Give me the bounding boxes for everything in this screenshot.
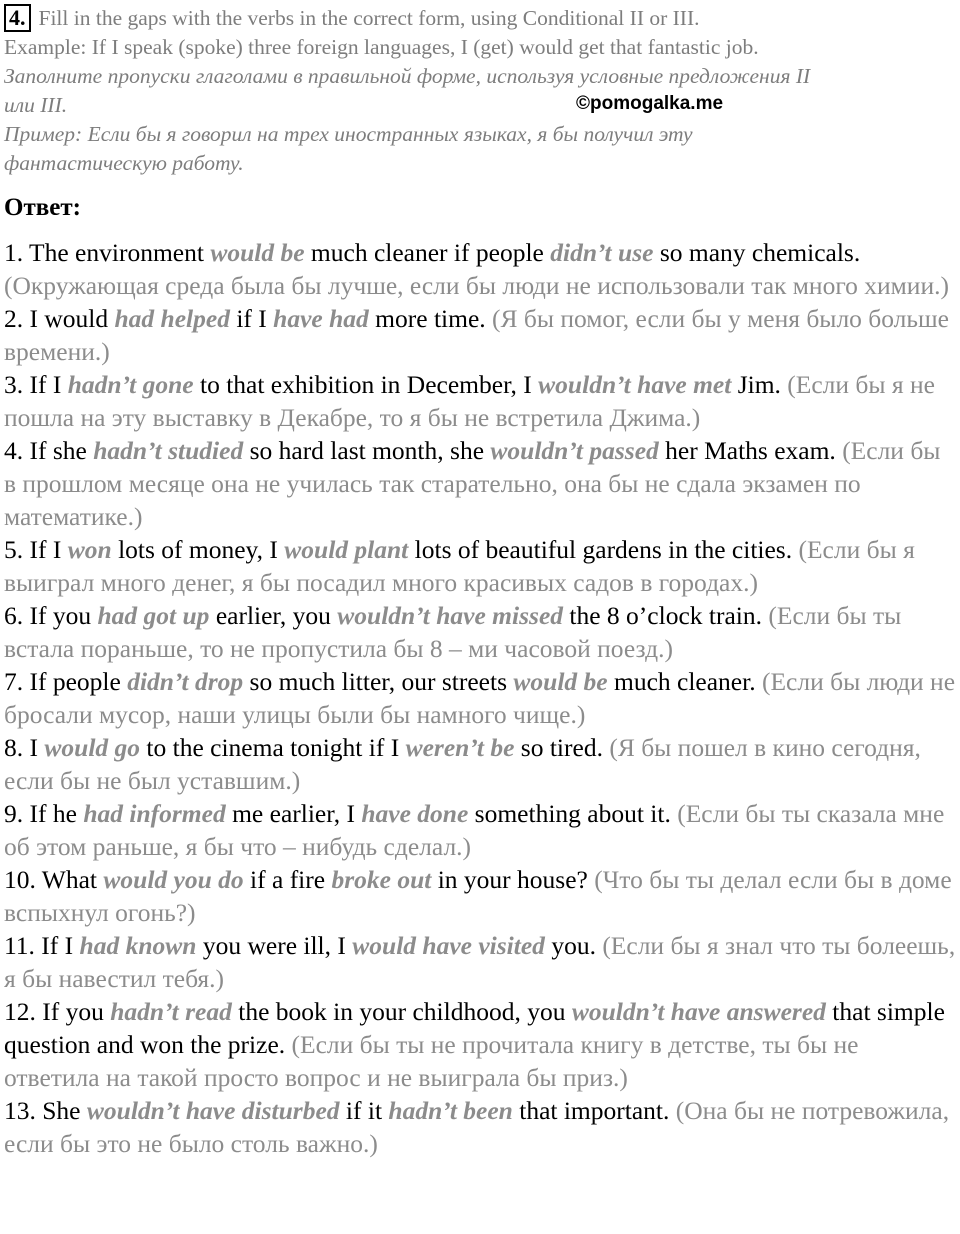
answer-verb: broke out	[331, 865, 432, 894]
answer-verb: had got up	[97, 601, 210, 630]
watermark: ©pomogalka.me	[576, 93, 724, 114]
answer-text: much cleaner if people	[304, 238, 551, 267]
answer-verb: wouldn’t have missed	[337, 601, 564, 630]
answer-verb: won	[67, 535, 112, 564]
answer-verb: would be	[210, 238, 305, 267]
answer-item	[4, 533, 958, 599]
answer-text: 4. If she	[4, 436, 94, 465]
answer-verb: hadn’t studied	[93, 436, 244, 465]
answer-translation: (Я бы помог, если бы у меня было больше времени.)	[4, 304, 949, 366]
answer-text: 10. What	[4, 865, 104, 894]
answer-translation: (Она бы не потревожила, если бы это не было столь важно.)	[4, 1096, 950, 1158]
answer-text: in your house?	[431, 865, 595, 894]
answer-verb: hadn’t been	[388, 1096, 513, 1125]
answer-verb: wouldn’t have answered	[571, 997, 826, 1026]
answer-item	[4, 599, 958, 665]
answer-translation: (Если бы ты встала пораньше, то не пропустила бы 8 – ми часовой поезд.)	[4, 601, 902, 663]
answer-verb: would you do	[103, 865, 244, 894]
answer-text: 7. If people	[4, 667, 128, 696]
answer-translation: (Если бы в прошлом месяце она не училась так старательно, она бы не сдала экзамен по математике.)	[4, 436, 941, 531]
answer-translation: (Если бы я выиграл много денег, я бы посадил много красивых садов в городах.)	[4, 535, 915, 597]
task-header	[4, 4, 954, 178]
answer-translation: (Если бы я не пошла на эту выставку в Декабре, то я бы не встретила Джима.)	[4, 370, 935, 432]
answer-text: the 8 o’clock train.	[563, 601, 769, 630]
answer-text: 2. I would	[4, 304, 115, 333]
answer-verb: had informed	[83, 799, 226, 828]
answer-text: 6. If you	[4, 601, 98, 630]
answer-verb: hadn’t read	[110, 997, 232, 1026]
answer-text: 9. If he	[4, 799, 84, 828]
answer-text: the book in your childhood, you	[231, 997, 572, 1026]
answer-translation: (Если бы ты сказала мне об этом раньше, я бы что – нибудь сделал.)	[4, 799, 945, 861]
answer-text: you.	[544, 931, 603, 960]
answer-translation: (Если бы я знал что ты болеешь, я бы навестил тебя.)	[4, 931, 956, 993]
answer-item	[4, 434, 958, 533]
answer-text: 1. The environment	[4, 238, 211, 267]
answer-verb: hadn’t gone	[67, 370, 194, 399]
task-instruction-ru-2: или III.	[4, 93, 68, 117]
answer-text: her Maths exam.	[658, 436, 843, 465]
answer-verb: wouldn’t have disturbed	[86, 1096, 340, 1125]
answer-text: Jim.	[731, 370, 788, 399]
answer-item	[4, 797, 958, 863]
answer-text: 11. If I	[4, 931, 80, 960]
answer-item	[4, 995, 958, 1094]
answer-item	[4, 236, 958, 302]
task-example-ru-1: Пример: Если бы я говорил на трех иностранных языках, я бы получил эту	[4, 122, 693, 146]
answer-text: something about it.	[468, 799, 678, 828]
task-instruction-line	[4, 4, 954, 33]
answer-item	[4, 863, 958, 929]
answer-verb: would plant	[284, 535, 409, 564]
answer-text: earlier, you	[209, 601, 338, 630]
answer-translation: (Если бы люди не бросали мусор, наши улицы были бы намного чище.)	[4, 667, 956, 729]
answer-text: to that exhibition in December, I	[193, 370, 539, 399]
answer-verb: would be	[513, 667, 608, 696]
answer-text: lots of beautiful gardens in the cities.	[408, 535, 799, 564]
answer-verb: weren’t be	[405, 733, 515, 762]
answer-text: that simple question and won the prize.	[4, 997, 945, 1059]
answer-text: so much litter, our streets	[243, 667, 514, 696]
answer-item	[4, 1094, 958, 1160]
answer-text: to the cinema tonight if I	[140, 733, 406, 762]
answer-item	[4, 929, 958, 995]
answer-text: you were ill, I	[196, 931, 353, 960]
answer-text: 3. If I	[4, 370, 68, 399]
answer-text: much cleaner.	[607, 667, 762, 696]
task-example: Example: If I speak (spoke) three foreign languages, I (get) would get that fantastic job.	[4, 35, 759, 59]
answer-translation: (Если бы ты не прочитала книгу в детстве, ты бы не ответила на такой просто вопрос и не выиграла бы приз.)	[4, 1030, 859, 1092]
answer-text: 13. She	[4, 1096, 87, 1125]
answer-item	[4, 731, 958, 797]
answer-verb: have done	[361, 799, 469, 828]
answer-verb: didn’t use	[550, 238, 654, 267]
answer-verb: wouldn’t passed	[490, 436, 659, 465]
task-number: 4.	[4, 4, 31, 32]
answer-text: so many chemicals.	[653, 238, 861, 267]
answer-translation: (Окружающая среда была бы лучше, если бы люди не использовали так много химии.)	[4, 271, 949, 300]
answer-verb: had known	[79, 931, 197, 960]
task-instruction-ru-1: Заполните пропуски глаголами в правильной форме, используя условные предложения II	[4, 64, 811, 88]
answer-text: if I	[229, 304, 274, 333]
answer-item	[4, 368, 958, 434]
answer-item	[4, 302, 958, 368]
answer-text: me earlier, I	[225, 799, 362, 828]
answer-translation: (Что бы ты делал если бы в доме вспыхнул огонь?)	[4, 865, 952, 927]
answer-translation: (Я бы пошел в кино сегодня, если бы не был уставшим.)	[4, 733, 921, 795]
answer-verb: had helped	[114, 304, 230, 333]
answer-text: 5. If I	[4, 535, 68, 564]
task-instruction: Fill in the gaps with the verbs in the correct form, using Conditional II or III.	[38, 6, 700, 30]
answer-verb: would have visited	[352, 931, 545, 960]
answer-text: if a fire	[243, 865, 332, 894]
answer-list	[4, 236, 958, 1160]
answer-text: so hard last month, she	[243, 436, 491, 465]
answer-title: Ответ:	[4, 194, 81, 221]
answer-text: more time.	[368, 304, 493, 333]
answer-verb: didn’t drop	[127, 667, 244, 696]
answer-text: 8. I	[4, 733, 45, 762]
answer-verb: have had	[273, 304, 369, 333]
task-example-ru-2: фантастическую работу.	[4, 151, 244, 175]
answer-text: 12. If you	[4, 997, 111, 1026]
answer-text: so tired.	[514, 733, 610, 762]
answer-verb: would go	[44, 733, 141, 762]
answer-item	[4, 665, 958, 731]
answer-text: that important.	[512, 1096, 676, 1125]
answer-verb: wouldn’t have met	[538, 370, 732, 399]
answer-text: if it	[339, 1096, 389, 1125]
answer-text: lots of money, I	[111, 535, 285, 564]
